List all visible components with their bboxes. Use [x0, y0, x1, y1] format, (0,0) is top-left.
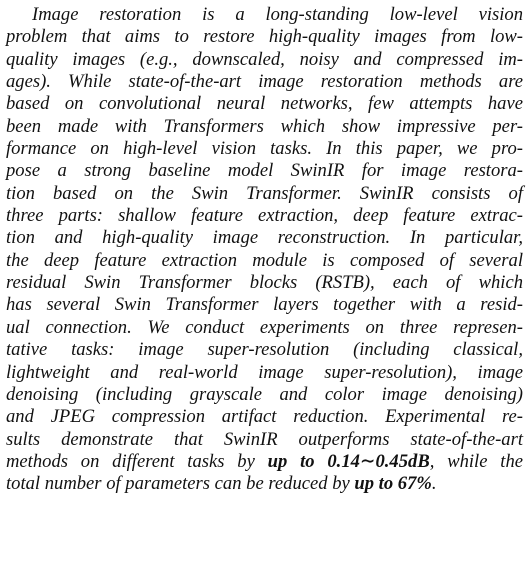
- abstract-line-mixed: [6, 451, 523, 473]
- abstract-line: been made with Transformers which show impressive per-: [6, 115, 523, 137]
- abstract-line: ual connection. We conduct experiments on three represen-: [6, 316, 523, 338]
- abstract-text: .: [431, 473, 437, 495]
- abstract-line: lightweight and real-world image super-resolution), image: [6, 361, 523, 383]
- abstract-line: the deep feature extraction module is composed of several: [6, 249, 523, 271]
- parameter-reduction-highlight: up to 67%: [354, 473, 432, 495]
- abstract-line: problem that aims to restore high-quality images from low-: [6, 26, 523, 48]
- abstract-text: , while the: [429, 450, 523, 472]
- abstract-line: ages). While state-of-the-art image restoration methods are: [6, 71, 523, 93]
- abstract-text: methods on different tasks by: [6, 450, 268, 472]
- abstract-line: formance on high-level vision tasks. In this paper, we pro-: [6, 138, 523, 160]
- abstract-line: tion based on the Swin Transformer. SwinIR consists of: [6, 182, 523, 204]
- abstract-line: has several Swin Transformer layers together with a resid-: [6, 294, 523, 316]
- abstract-line: tion and high-quality image reconstruction. In particular,: [6, 227, 523, 249]
- abstract-paragraph: [6, 4, 523, 496]
- abstract-line: three parts: shallow feature extraction, deep feature extrac-: [6, 205, 523, 227]
- abstract-line: based on convolutional neural networks, few attempts have: [6, 93, 523, 115]
- abstract-line-mixed: [6, 473, 523, 495]
- abstract-line: tative tasks: image super-resolution (including classical,: [6, 339, 523, 361]
- abstract-line: and JPEG compression artifact reduction. Experimental re-: [6, 406, 523, 428]
- abstract-line: residual Swin Transformer blocks (RSTB), each of which: [6, 272, 523, 294]
- abstract-line: quality images (e.g., downscaled, noisy and compressed im-: [6, 48, 523, 70]
- abstract-line: Image restoration is a long-standing low-level vision: [32, 4, 523, 25]
- psnr-gain-highlight: up to 0.14∼0.45dB: [267, 450, 430, 472]
- abstract-text: total number of parameters can be reduced by: [6, 473, 355, 495]
- abstract-line: pose a strong baseline model SwinIR for image restora-: [6, 160, 523, 182]
- abstract-line: denoising (including grayscale and color image denoising): [6, 383, 523, 405]
- abstract-line: sults demonstrate that SwinIR outperforms state-of-the-art: [6, 428, 523, 450]
